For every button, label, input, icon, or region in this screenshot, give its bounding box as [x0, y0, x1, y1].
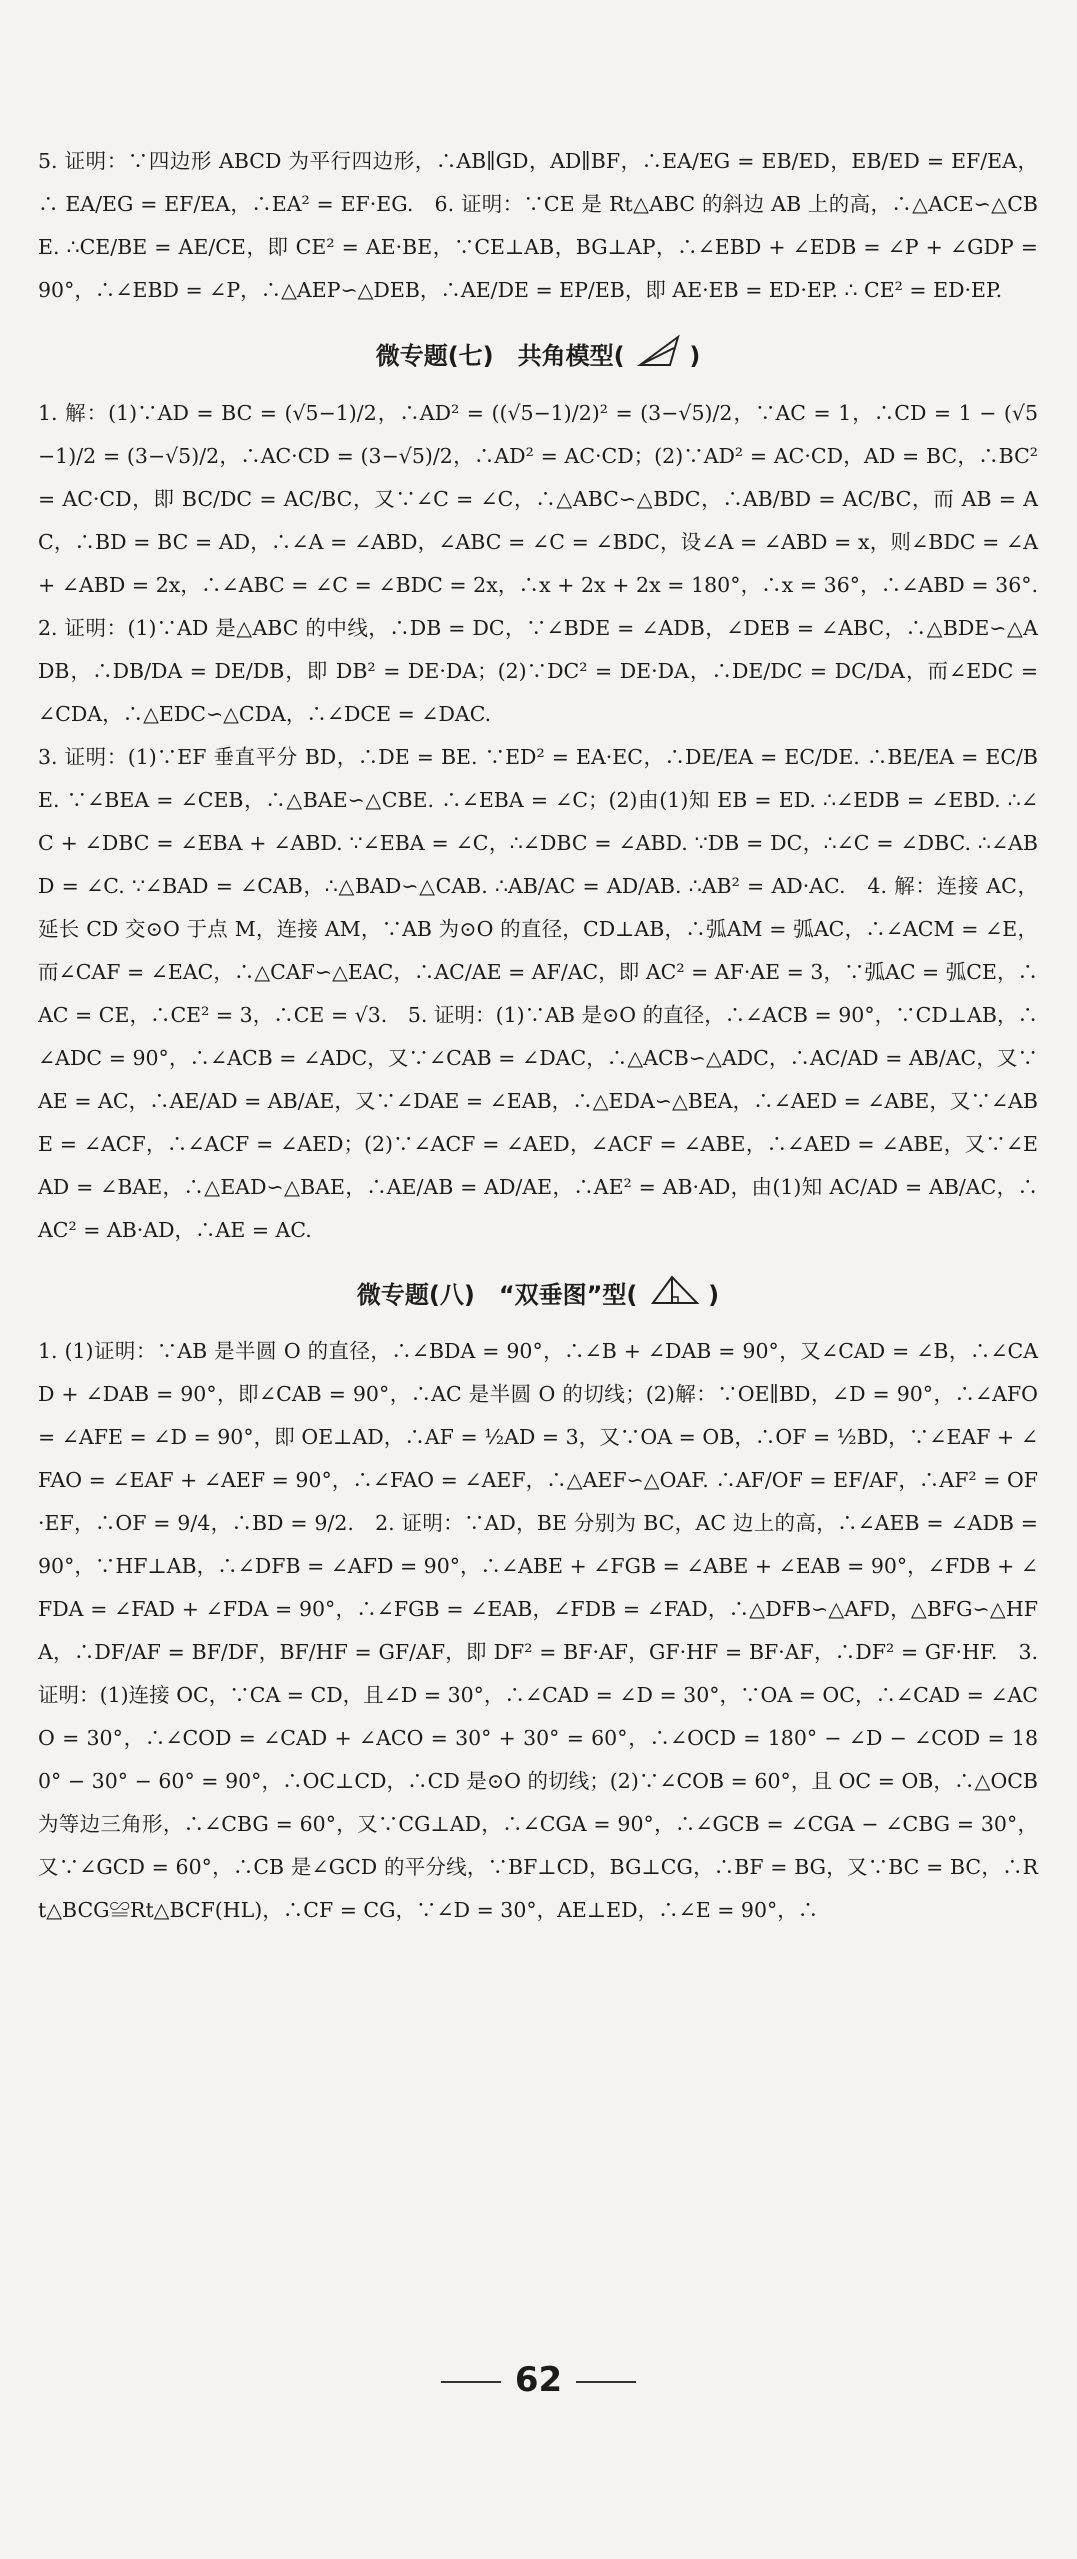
answer-page: [38, 140, 1059, 1932]
page-footer: [0, 2360, 1077, 2400]
shared-angle-icon: [637, 334, 681, 380]
answer-text-block-3: 3. 证明：(1)∵EF 垂直平分 BD，∴DE = BE. ∵ED² = EA·EC，∴DE/EA = EC/DE. ∴BE/EA = EC/BE. ∵∠BEA = ∠CEB，∴△BAE∽△CBE. ∴∠EBA = ∠C；(2)由(1)知 EB = ED. ∴∠EDB = ∠EBD. ∴∠C + ∠DBC = ∠EBA + ∠ABD. ∵∠EBA = ∠C，∴∠DBC = ∠ABD. ∵DB = DC，∴∠C = ∠DBC. ∴∠ABD = ∠C. ∵∠BAD = ∠CAB，∴△BAD∽△CAB. ∴AB/AC = AD/AB. ∴AB² = AD·AC. 4. 解：连接 AC，延长 CD 交⊙O 于点 M，连接 AM，∵AB 为⊙O 的直径，CD⊥AB，∴弧AM = 弧AC，∴∠ACM = ∠E，而∠CAF = ∠EAC，∴△CAF∽△EAC，∴AC/AE = AF/AC，即 AC² = AF·AE = 3，∵弧AC = 弧CE，∴AC = CE，∴CE² = 3，∴CE = √3. 5. 证明：(1)∵AB 是⊙O 的直径，∴∠ACB = 90°，∵CD⊥AB，∴∠ADC = 90°，∴∠ACB = ∠ADC，又∵∠CAB = ∠DAC，∴△ACB∽△ADC，∴AC/AD = AB/AC，又∵AE = AC，∴AE/AD = AB/AE，又∵∠DAE = ∠EAB，∴△EDA∽△BEA，∴∠AED = ∠ABE，又∵∠ABE = ∠ACF，∴∠ACF = ∠AED；(2)∵∠ACF = ∠AED，∠ACF = ∠ABE，∴∠AED = ∠ABE，又∵∠EAD = ∠BAE，∴△EAD∽△BAE，∴AE/AB = AD/AE，∴AE² = AB·AD，由(1)知 AC/AD = AB/AC，∴AC² = AB·AD，∴AE = AC.: [38, 745, 1038, 1242]
section-heading-7: [38, 334, 1038, 380]
section-heading-7-text: 微专题(七) 共角模型(: [375, 342, 625, 370]
section-heading-8-text: 微专题(八) “双垂图”型(: [356, 1281, 638, 1309]
section-heading-8: [38, 1274, 1038, 1318]
section-heading-7-close: ): [689, 342, 701, 370]
page-number: 62: [514, 2360, 563, 2400]
answer-text-block-4: 1. (1)证明：∵AB 是半圆 O 的直径，∴∠BDA = 90°，∴∠B + ∠DAB = 90°，又∠CAD = ∠B，∴∠CAD + ∠DAB = 90°，即∠CAB = 90°，∴AC 是半圆 O 的切线；(2)解：∵OE∥BD，∠D = 90°，∴∠AFO = ∠AFE = ∠D = 90°，即 OE⊥AD，∴AF = ½AD = 3，又∵OA = OB，∴OF = ½BD，∵∠EAF + ∠FAO = ∠EAF + ∠AEF = 90°，∴∠FAO = ∠AEF，∴△AEF∽△OAF. ∴AF/OF = EF/AF，∴AF² = OF·EF，∴OF = 9/4，∴BD = 9/2. 2. 证明：∵AD，BE 分别为 BC，AC 边上的高，∴∠AEB = ∠ADB = 90°，∵HF⊥AB，∴∠DFB = ∠AFD = 90°，∴∠ABE + ∠FGB = ∠ABE + ∠EAB = 90°，∠FDB + ∠FDA = ∠FAD + ∠FDA = 90°，∴∠FGB = ∠EAB，∠FDB = ∠FAD，∴△DFB∽△AFD，△BFG∽△HFA，∴DF/AF = BF/DF，BF/HF = GF/AF，即 DF² = BF·AF，GF·HF = BF·AF，∴DF² = GF·HF. 3. 证明：(1)连接 OC，∵CA = CD，且∠D = 30°，∴∠CAD = ∠D = 30°，∵OA = OC，∴∠CAD = ∠ACO = 30°，∴∠COD = ∠CAD + ∠ACO = 30° + 30° = 60°，∴∠OCD = 180° − ∠D − ∠COD = 180° − 30° − 60° = 90°，∴OC⊥CD，∴CD 是⊙O 的切线；(2)∵∠COB = 60°，且 OC = OB，∴△OCB 为等边三角形，∴∠CBG = 60°，又∵CG⊥AD，∴∠CGA = 90°，∴∠GCB = ∠CGA − ∠CBG = 30°，又∵∠GCD = 60°，∴CB 是∠GCD 的平分线，∵BF⊥CD，BG⊥CG，∴BF = BG，又∵BC = BC，∴Rt△BCG≌Rt△BCF(HL)，∴CF = CG，∵∠D = 30°，AE⊥ED，∴∠E = 90°，∴: [38, 1339, 1038, 1922]
answer-text-block-2: 1. 解：(1)∵AD = BC = (√5−1)/2，∴AD² = ((√5−1)/2)² = (3−√5)/2，∵AC = 1，∴CD = 1 − (√5−1)/2 = (3−√5)/2，∴AC·CD = (3−√5)/2，∴AD² = AC·CD；(2)∵AD² = AC·CD，AD = BC，∴BC² = AC·CD，即 BC/DC = AC/BC，又∵∠C = ∠C，∴△ABC∽△BDC，∴AB/BD = AC/BC，而 AB = AC，∴BD = BC = AD，∴∠A = ∠ABD，∠ABC = ∠C = ∠BDC，设∠A = ∠ABD = x，则∠BDC = ∠A + ∠ABD = 2x，∴∠ABC = ∠C = ∠BDC = 2x，∴x + 2x + 2x = 180°，∴x = 36°，∴∠ABD = 36°. 2. 证明：(1)∵AD 是△ABC 的中线，∴DB = DC，∵∠BDE = ∠ADB，∠DEB = ∠ABC，∴△BDE∽△ADB，∴DB/DA = DE/DB，即 DB² = DE·DA；(2)∵DC² = DE·DA，∴DE/DC = DC/DA，而∠EDC = ∠CDA，∴△EDC∽△CDA，∴∠DCE = ∠DAC.: [38, 401, 1059, 726]
section-heading-8-close: ): [708, 1281, 720, 1309]
double-perpendicular-icon: [650, 1274, 700, 1318]
answer-text-block-1: 5. 证明：∵四边形 ABCD 为平行四边形，∴AB∥GD，AD∥BF，∴EA/EG = EB/ED，EB/ED = EF/EA，∴ EA/EG = EF/EA，∴EA² = EF·EG. 6. 证明：∵CE 是 Rt△ABC 的斜边 AB 上的高，∴△ACE∽△CBE. ∴CE/BE = AE/CE，即 CE² = AE·BE，∵CE⊥AB，BG⊥AP，∴∠EBD + ∠EDB = ∠P + ∠GDP = 90°，∴∠EBD = ∠P，∴△AEP∽△DEB，∴AE/DE = EP/EB，即 AE·EB = ED·EP. ∴ CE² = ED·EP.: [38, 149, 1038, 302]
footer-rule-right: [576, 2381, 636, 2383]
footer-rule-left: [441, 2381, 501, 2383]
